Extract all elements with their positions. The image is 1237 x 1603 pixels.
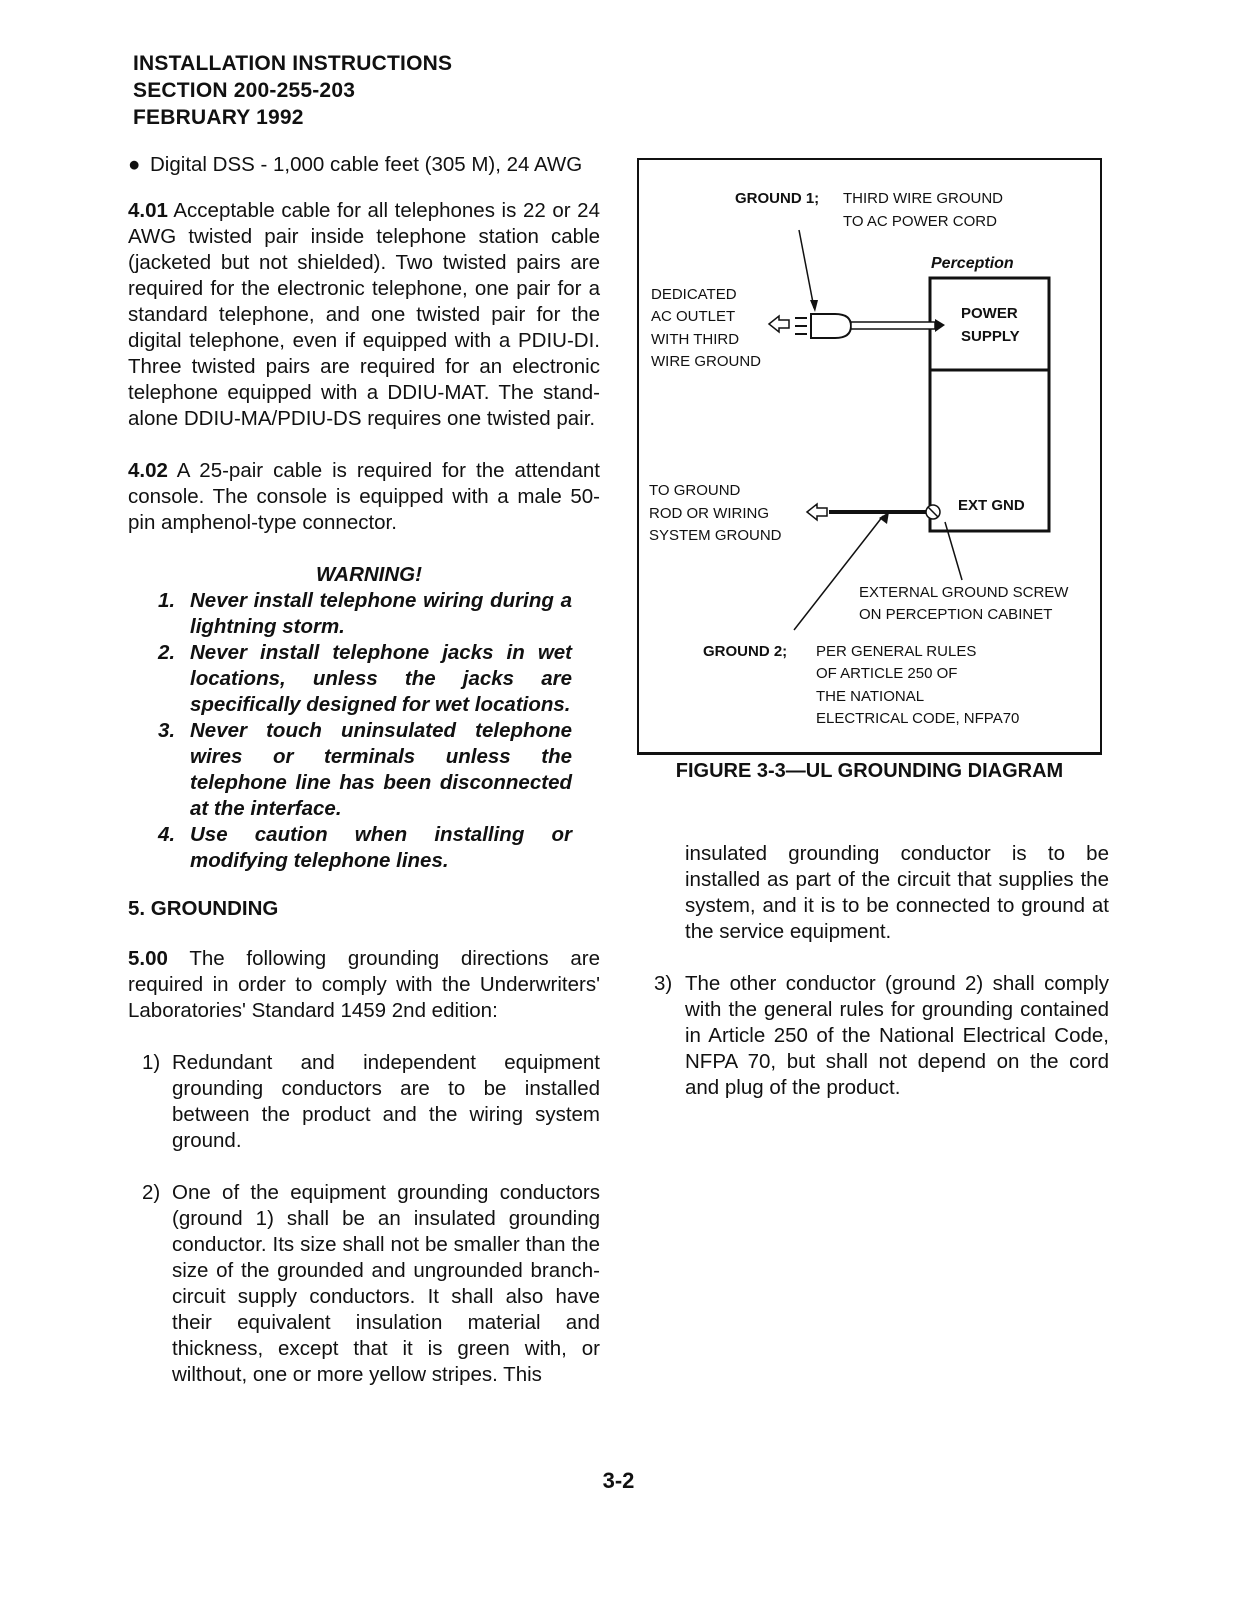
ground1-leader — [799, 230, 814, 308]
paragraph-text: The following grounding directions are required in order to comply with the Underwriters' Laboratories' Standard 1459 2nd edition: — [128, 947, 601, 1022]
paragraph-text: A 25-pair cable is required for the attendant console. The console is equipped with a male 50-pin amphenol-type connector. — [128, 459, 600, 534]
list-number: 1) — [142, 1051, 161, 1074]
warning-item — [128, 718, 572, 822]
warning-number: 1. — [158, 589, 176, 612]
paragraph-number: 4.01 — [128, 199, 168, 222]
document-header — [133, 50, 452, 131]
rod-label-line2: ROD OR WIRING — [649, 505, 769, 522]
list-item — [654, 971, 1109, 1101]
list-text: One of the equipment grounding conductors (ground 1) shall be an insulated grounding conductor. Its size shall not be smaller than the size of the grounded and ungrounded branch-circuit supply conductors. It shall also have their equivalent insulation material and thickness, except that it is green with, or wilthout, one or more yellow stripes. This — [172, 1181, 600, 1386]
paragraph-4-01 — [128, 198, 600, 432]
left-column — [128, 152, 600, 1414]
list-text: The other conductor (ground 2) shall comply with the general rules for grounding contained in Article 250 of the National Electrical Code, NFPA 70, but shall not depend on the cord and plug of the product. — [685, 971, 1109, 1099]
ground2-label: GROUND 2; — [703, 643, 788, 660]
power-cord-end — [935, 319, 945, 332]
requirements-list-continued — [654, 971, 1109, 1101]
header-title: INSTALLATION INSTRUCTIONS — [133, 52, 453, 75]
paragraph-5-00 — [128, 946, 600, 1024]
warning-title: WARNING! — [316, 563, 422, 586]
bullet-text: Digital DSS - 1,000 cable feet (305 M), 24 AWG — [150, 153, 583, 176]
warning-text: Never install telephone jacks in wet locations, unless the jacks are specifically designed for wet locations. — [190, 641, 572, 716]
plug-icon — [811, 314, 851, 338]
warning-number: 4. — [158, 823, 176, 846]
outlet-label-line2: AC OUTLET — [651, 308, 736, 325]
ground1-arrowhead — [810, 300, 818, 312]
power-supply-label-line2: SUPPLY — [961, 328, 1020, 345]
figure-caption: FIGURE 3-3—UL GROUNDING DIAGRAM — [675, 760, 1064, 782]
list-text: Redundant and independent equipment grounding conductors are to be installed between the product and the wiring system ground. — [172, 1051, 600, 1152]
paragraph-number: 4.02 — [128, 459, 168, 482]
rod-label-line3: SYSTEM GROUND — [649, 527, 782, 544]
page-number: 3-2 — [602, 1468, 635, 1493]
outlet-label-line3: WITH THIRD — [651, 331, 740, 348]
outlet-icon — [769, 316, 789, 332]
brand-label: Perception — [931, 255, 1014, 272]
ground1-desc-line1: THIRD WIRE GROUND — [843, 190, 1003, 207]
warning-text: Never touch uninsulated telephone wires or terminals unless the telephone line has been disconnected at the interface. — [190, 719, 572, 820]
warning-item — [128, 588, 572, 640]
right-column — [654, 820, 1109, 1127]
list-item — [128, 1050, 600, 1154]
bullet-item — [128, 152, 600, 178]
ground2-desc-line4: ELECTRICAL CODE, NFPA70 — [816, 710, 1020, 727]
header-date: FEBRUARY 1992 — [133, 106, 304, 129]
outlet-label-line1: DEDICATED — [651, 286, 737, 303]
warning-text: Never install telephone wiring during a lightning storm. — [190, 589, 572, 638]
ground2-desc-line2: OF ARTICLE 250 OF — [816, 665, 958, 682]
paragraph-number: 5.00 — [128, 947, 168, 970]
ground2-desc-line1: PER GENERAL RULES — [816, 643, 977, 660]
bullet-icon: ● — [128, 153, 141, 176]
header-section: SECTION 200-255-203 — [133, 79, 356, 102]
list-number: 3) — [654, 971, 673, 995]
ground1-label: GROUND 1; — [735, 190, 820, 207]
warning-number: 3. — [158, 719, 176, 742]
section-heading: 5. GROUNDING — [128, 897, 279, 920]
paragraph-text: Acceptable cable for all telephones is 22 or 24 AWG twisted pair inside telephone station cable (jacketed but not shielded). Two twisted pairs are required for the electronic telephone, one pair for a standard telephone, and one twisted pair for the digital telephone, even if equipped with a PDIU-DI. Three twisted pairs are required for an electronic telephone equipped with a DDIU-MAT. The stand-alone DDIU-MA/PDIU-DS requires one twisted pair. — [128, 199, 600, 430]
warning-list — [128, 588, 600, 874]
ground2-desc-line3: THE NATIONAL — [816, 688, 925, 705]
screw-label-line2: ON PERCEPTION CABINET — [859, 606, 1053, 623]
list-number: 2) — [142, 1181, 161, 1204]
screw-label-line1: EXTERNAL GROUND SCREW — [859, 584, 1069, 601]
requirements-list — [128, 1050, 600, 1388]
outlet-label-line4: WIRE GROUND — [651, 353, 761, 370]
paragraph-4-02 — [128, 458, 600, 536]
continuation-paragraph: insulated grounding conductor is to be installed as part of the circuit that supplies the system, and it is to be connected to ground at the service equipment. — [685, 841, 1109, 943]
ground1-desc-line2: TO AC POWER CORD — [843, 213, 997, 230]
ext-gnd-label: EXT GND — [958, 497, 1025, 514]
warning-item — [128, 822, 572, 874]
rod-label-line1: TO GROUND — [649, 482, 741, 499]
grounding-diagram — [637, 158, 1102, 755]
warning-text: Use caution when installing or modifying telephone lines. — [190, 823, 572, 872]
power-cord — [851, 322, 935, 329]
ground-rod-icon — [807, 504, 827, 520]
warning-number: 2. — [158, 641, 176, 664]
power-supply-label-line1: POWER — [961, 305, 1018, 322]
list-item — [128, 1180, 600, 1388]
warning-item — [128, 640, 572, 718]
